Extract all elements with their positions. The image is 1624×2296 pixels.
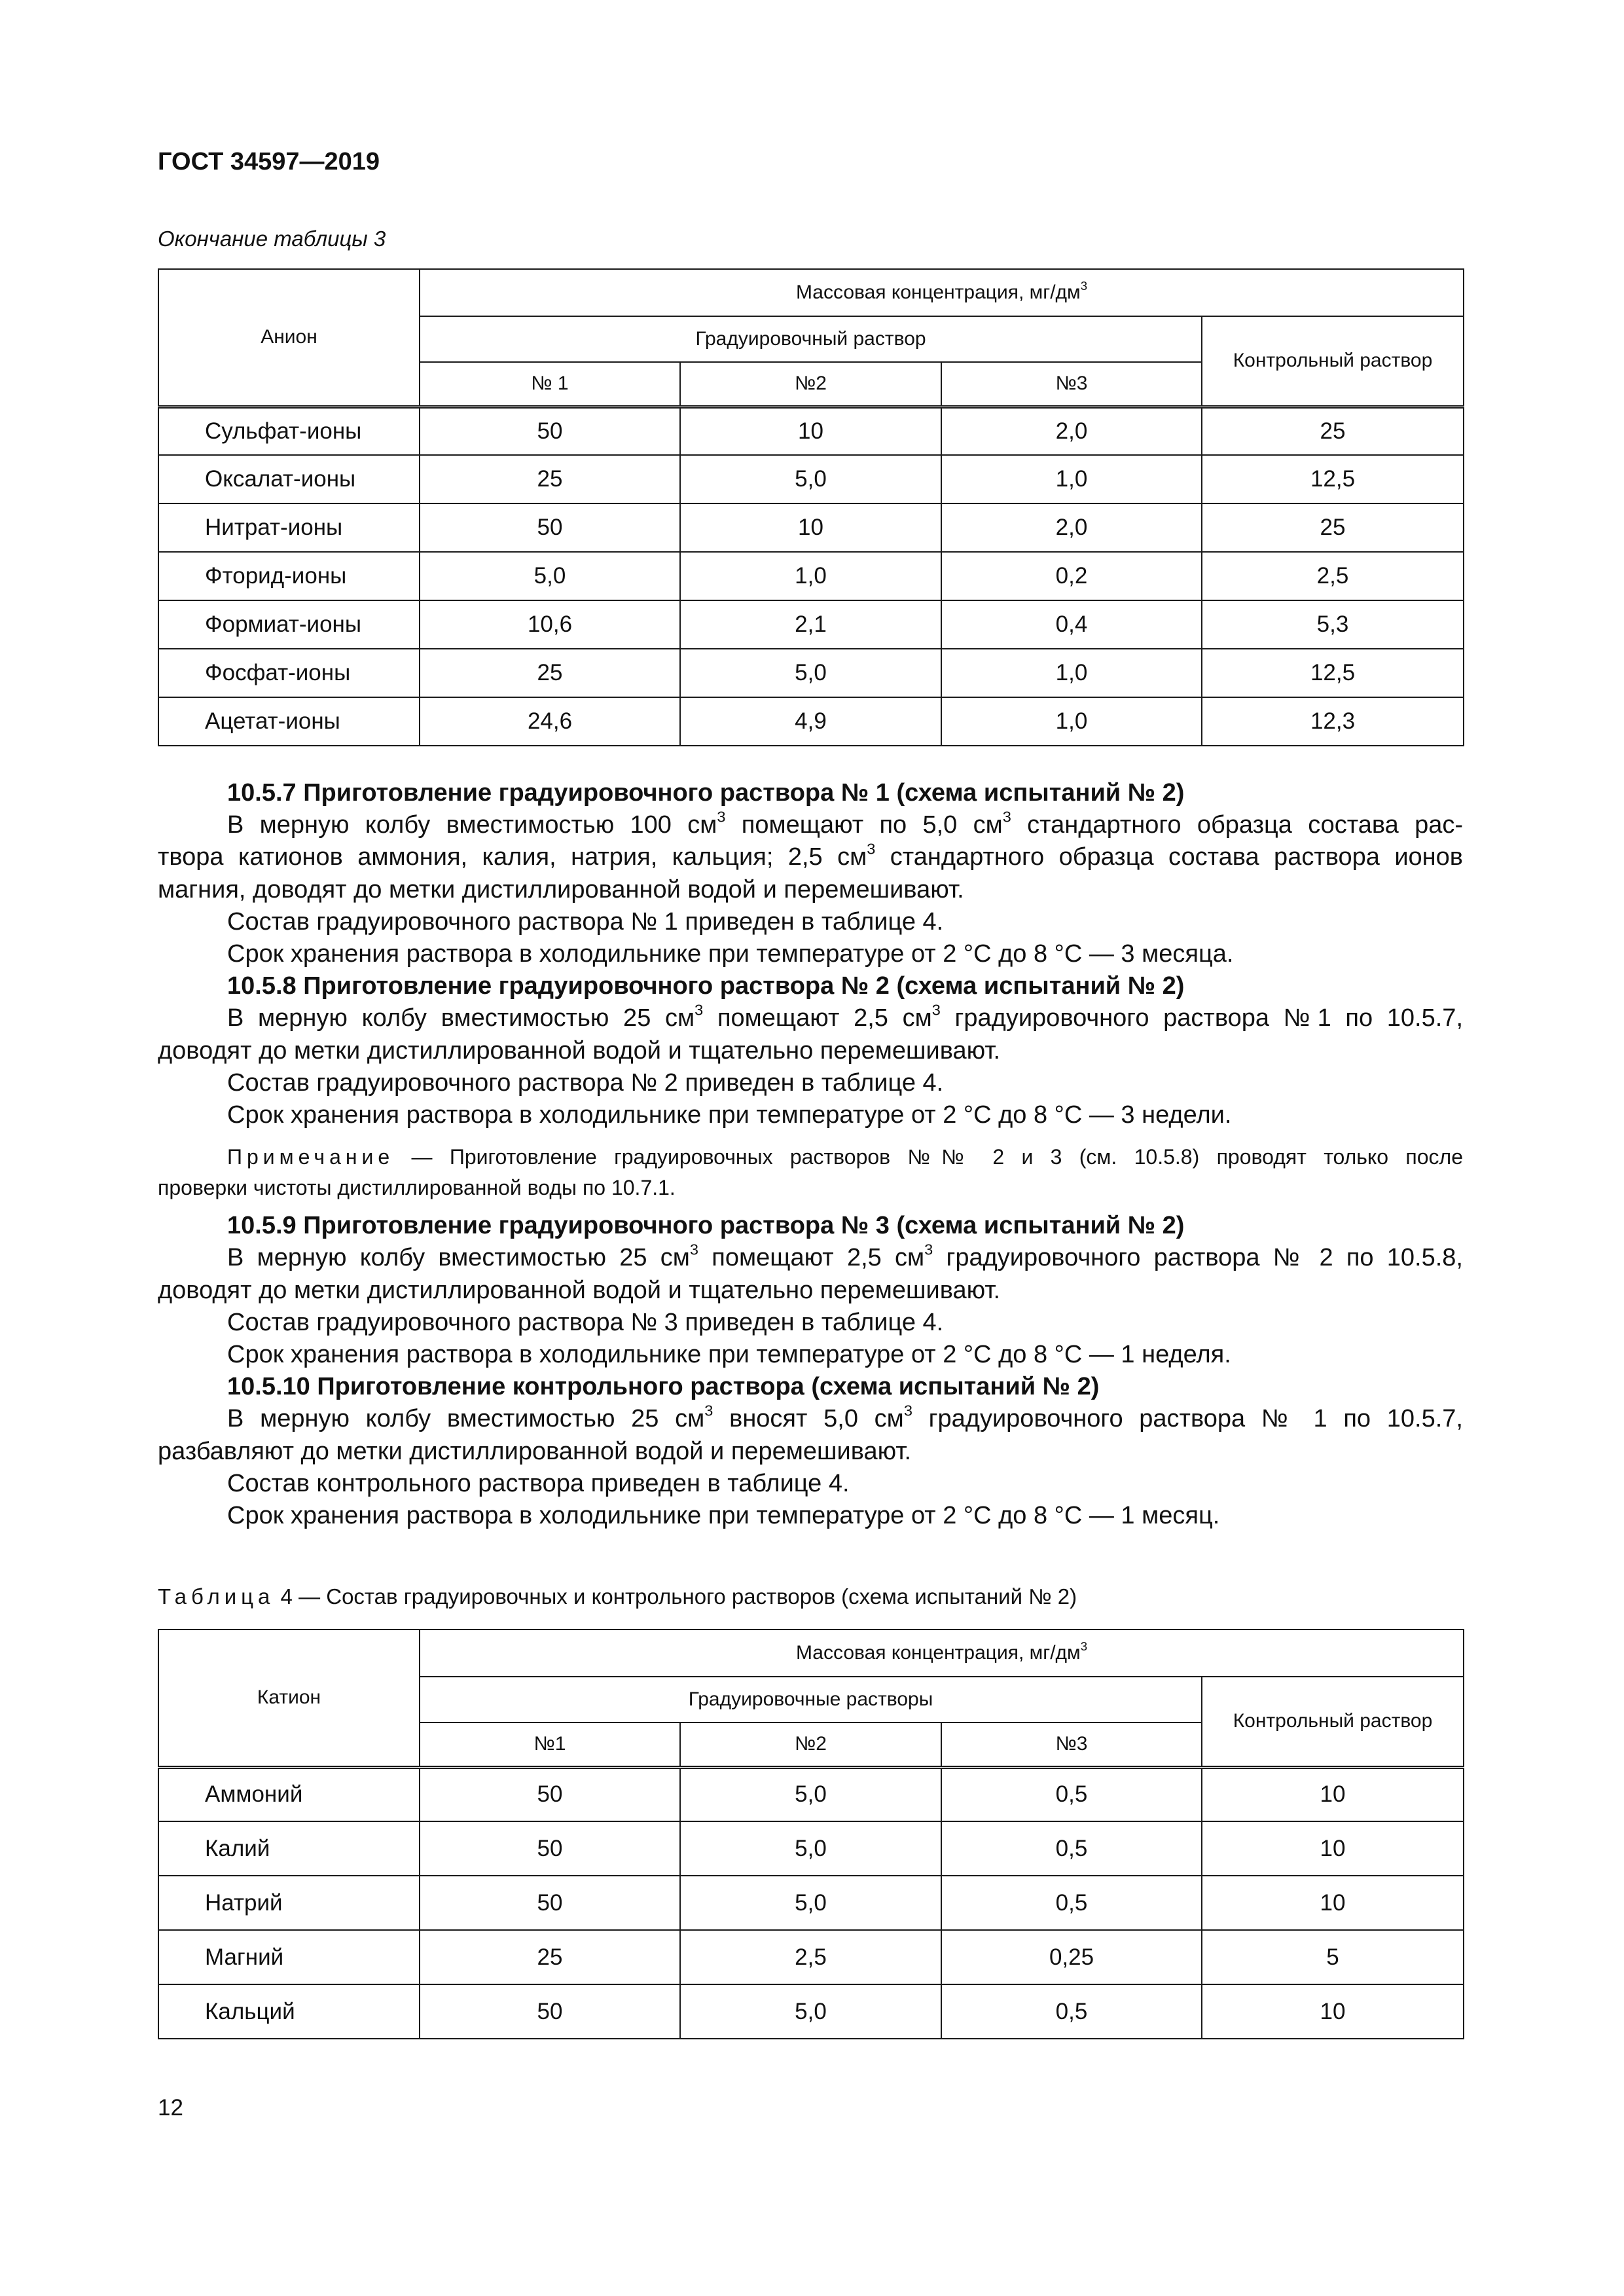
- cell: 12,5: [1202, 649, 1464, 697]
- paragraph: магния, доводят до метки дистиллированной водой и перемешивают.: [158, 875, 964, 903]
- row-name: Нитрат-ионы: [158, 503, 420, 552]
- row-name: Аммоний: [158, 1767, 420, 1821]
- cell: 0,4: [941, 600, 1202, 649]
- cell: 1,0: [941, 697, 1202, 746]
- table4-caption: Таблица 4 — Состав градуировочных и контрольного растворов (схема испытаний № 2): [158, 1584, 1077, 1609]
- table4-col3-header: №3: [941, 1722, 1202, 1767]
- table-row: [158, 697, 1464, 746]
- cell: 50: [420, 503, 680, 552]
- cell: 0,5: [941, 1767, 1202, 1821]
- table-row: [158, 649, 1464, 697]
- cell: 4,9: [680, 697, 941, 746]
- cell: 2,5: [680, 1930, 941, 1984]
- row-name: Кальций: [158, 1984, 420, 2039]
- page-number: 12: [158, 2095, 183, 2121]
- cell: 5,0: [420, 552, 680, 600]
- table4-corner-header: Катион: [158, 1630, 420, 1767]
- paragraph: Срок хранения раствора в холодильнике при температуре от 2 °С до 8 °С — 1 месяц.: [227, 1502, 1220, 1530]
- table4-group-header: Массовая концентрация, $мг/дм^3$: [420, 1630, 1464, 1677]
- cell: 25: [420, 455, 680, 503]
- table3-col1-header: № 1: [420, 362, 680, 407]
- paragraph: твора катионов аммония, калия, натрия, кальция; 2,5 $см^3$ стандартного образца состава раствора ионов: [158, 840, 1463, 871]
- cell: 1,0: [680, 552, 941, 600]
- cell: 50: [420, 1984, 680, 2039]
- table3-corner-header: Анион: [158, 269, 420, 407]
- section-heading-10-5-9: 10.5.9 Приготовление градуировочного раствора № 3 (схема испытаний № 2): [227, 1212, 1185, 1240]
- table-row: [158, 455, 1464, 503]
- row-name: Натрий: [158, 1876, 420, 1930]
- row-name: Магний: [158, 1930, 420, 1984]
- cell: 50: [420, 1767, 680, 1821]
- cell: 0,5: [941, 1984, 1202, 2039]
- paragraph: В мерную колбу вместимостью 100 $см^3$ помещают по 5,0 $см^3$ стандартного образца состава рас-: [227, 808, 1463, 839]
- row-name: Сульфат-ионы: [158, 407, 420, 455]
- cell: 25: [420, 649, 680, 697]
- cell: 5,0: [680, 1984, 941, 2039]
- table4-subgroup-header: Градуировочные растворы: [420, 1677, 1202, 1722]
- paragraph: Состав контрольного раствора приведен в таблице 4.: [227, 1469, 850, 1497]
- table3-group-header: Массовая концентрация, $мг/дм^3$: [420, 269, 1464, 316]
- paragraph: Состав градуировочного раствора № 2 приведен в таблице 4.: [227, 1068, 944, 1097]
- cell: 50: [420, 1821, 680, 1876]
- table4-col2-header: №2: [680, 1722, 941, 1767]
- table3-col2-header: №2: [680, 362, 941, 407]
- table4-control-header: Контрольный раствор: [1202, 1677, 1464, 1767]
- cell: 25: [1202, 503, 1464, 552]
- cell: 5,0: [680, 1767, 941, 1821]
- cell: 10: [1202, 1767, 1464, 1821]
- row-name: Калий: [158, 1821, 420, 1876]
- table4: [158, 1629, 1464, 2039]
- note-label: Примечание: [227, 1145, 395, 1169]
- cell: 5,0: [680, 1821, 941, 1876]
- cell: 5,0: [680, 649, 941, 697]
- paragraph: В мерную колбу вместимостью 25 $см^3$ помещают 2,5 $см^3$ градуировочного раствора № 2 по 10.5.8,: [227, 1241, 1463, 1272]
- paragraph: Срок хранения раствора в холодильнике при температуре от 2 °С до 8 °С — 3 месяца.: [227, 940, 1234, 968]
- section-heading-10-5-8: 10.5.8 Приготовление градуировочного раствора № 2 (схема испытаний № 2): [227, 972, 1185, 1000]
- paragraph: доводят до метки дистиллированной водой и тщательно перемешивают.: [158, 1036, 1001, 1065]
- table-row: [158, 1821, 1464, 1876]
- cell: 10: [680, 407, 941, 455]
- cell: 0,25: [941, 1930, 1202, 1984]
- cell: 10,6: [420, 600, 680, 649]
- table-row: [158, 1767, 1464, 1821]
- document-id: ГОСТ 34597—2019: [158, 148, 380, 175]
- table3-col3-header: №3: [941, 362, 1202, 407]
- cell: 10: [680, 503, 941, 552]
- cell: 0,2: [941, 552, 1202, 600]
- table4-col1-header: №1: [420, 1722, 680, 1767]
- cell: 5,3: [1202, 600, 1464, 649]
- cell: 0,5: [941, 1821, 1202, 1876]
- cell: 2,0: [941, 407, 1202, 455]
- paragraph: В мерную колбу вместимостью 25 $см^3$ вносят 5,0 $см^3$ градуировочного раствора № 1 по 10.5.7,: [227, 1402, 1463, 1433]
- table-row: [158, 503, 1464, 552]
- cell: 5: [1202, 1930, 1464, 1984]
- cell: 25: [420, 1930, 680, 1984]
- cell: 10: [1202, 1876, 1464, 1930]
- table-row: [158, 1984, 1464, 2039]
- table-row: [158, 407, 1464, 455]
- cell: 50: [420, 407, 680, 455]
- cell: 12,3: [1202, 697, 1464, 746]
- table-row: [158, 1876, 1464, 1930]
- cell: 25: [1202, 407, 1464, 455]
- table-row: [158, 1930, 1464, 1984]
- row-name: Фторид-ионы: [158, 552, 420, 600]
- cell: 0,5: [941, 1876, 1202, 1930]
- cell: 2,1: [680, 600, 941, 649]
- table3-caption: Окончание таблицы 3: [158, 227, 386, 251]
- cell: 2,5: [1202, 552, 1464, 600]
- paragraph: Срок хранения раствора в холодильнике при температуре от 2 °С до 8 °С — 3 недели.: [227, 1101, 1232, 1129]
- section-heading-10-5-10: 10.5.10 Приготовление контрольного раствора (схема испытаний № 2): [227, 1373, 1100, 1401]
- paragraph: В мерную колбу вместимостью 25 $см^3$ помещают 2,5 $см^3$ градуировочного раствора №1 по 10.5.7,: [227, 1001, 1464, 1032]
- cell: 24,6: [420, 697, 680, 746]
- paragraph: Срок хранения раствора в холодильнике при температуре от 2 °С до 8 °С — 1 неделя.: [227, 1341, 1231, 1369]
- cell: 12,5: [1202, 455, 1464, 503]
- table-row: [158, 600, 1464, 649]
- paragraph: доводят до метки дистиллированной водой и тщательно перемешивают.: [158, 1276, 1001, 1304]
- table-row: [158, 552, 1464, 600]
- body-text: [158, 777, 1463, 1532]
- paragraph: разбавляют до метки дистиллированной водой и перемешивают.: [158, 1437, 912, 1465]
- section-heading-10-5-7: 10.5.7 Приготовление градуировочного раствора № 1 (схема испытаний № 2): [227, 779, 1185, 807]
- cell: 2,0: [941, 503, 1202, 552]
- row-name: Оксалат-ионы: [158, 455, 420, 503]
- cell: 10: [1202, 1821, 1464, 1876]
- row-name: Ацетат-ионы: [158, 697, 420, 746]
- note: Примечание — Приготовление градуировочных растворов №№ 2 и 3 (см. 10.5.8) проводят только после проверки чистоты дистиллированной воды по 10.7.1.: [158, 1145, 1463, 1200]
- row-name: Формиат-ионы: [158, 600, 420, 649]
- cell: 1,0: [941, 455, 1202, 503]
- cell: 10: [1202, 1984, 1464, 2039]
- cell: 1,0: [941, 649, 1202, 697]
- table3-control-header: Контрольный раствор: [1202, 316, 1464, 407]
- paragraph: Состав градуировочного раствора № 3 приведен в таблице 4.: [227, 1308, 944, 1336]
- table3-subgroup-header: Градуировочный раствор: [420, 316, 1202, 362]
- table3: [158, 268, 1464, 746]
- cell: 5,0: [680, 455, 941, 503]
- row-name: Фосфат-ионы: [158, 649, 420, 697]
- paragraph: Состав градуировочного раствора № 1 приведен в таблице 4.: [227, 907, 944, 936]
- cell: 50: [420, 1876, 680, 1930]
- cell: 5,0: [680, 1876, 941, 1930]
